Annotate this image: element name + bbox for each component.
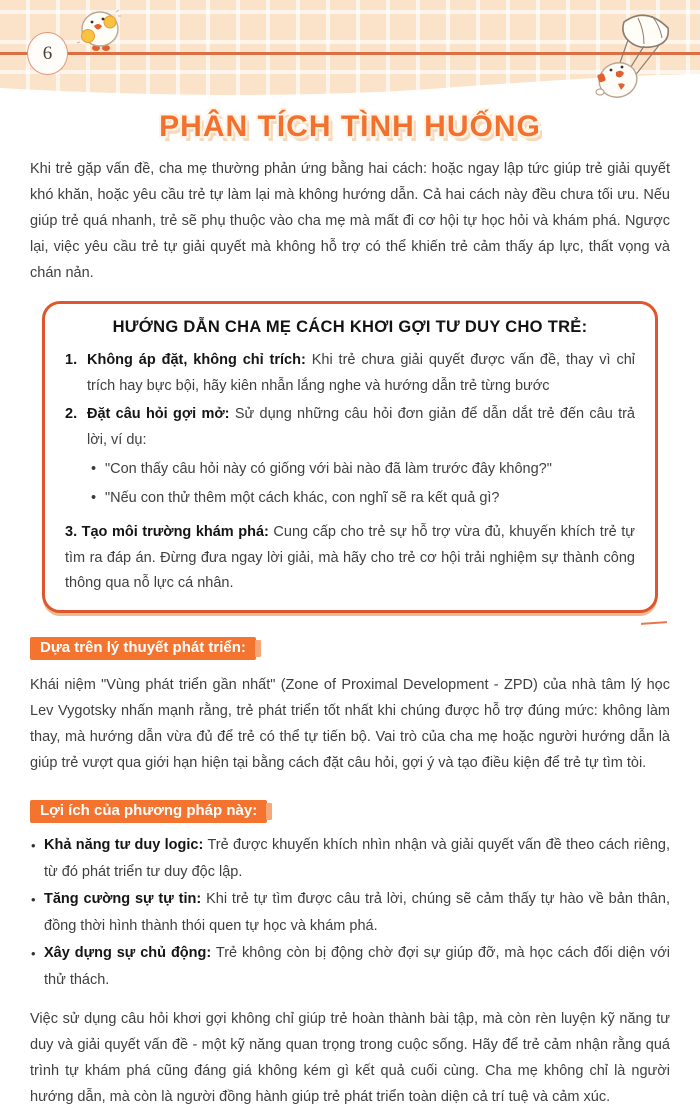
- benefit-item-2-lead: Tăng cường sự tự tin:: [44, 890, 202, 907]
- guide-sub-bullet-1: • "Con thấy câu hỏi này có giống với bài nào đã làm trước đây không?": [65, 456, 635, 482]
- guide-item-2-number: 2.: [65, 406, 78, 422]
- theory-paragraph: Khái niệm "Vùng phát triển gần nhất" (Zone of Proximal Development - ZPD) của nhà tâm lý học Lev Vygotsky nhấn mạnh rằng, trẻ phát triển tốt nhất khi chúng được hỗ trợ đúng mức: không làm thay, mà hướng dẫn vừa đủ để trẻ có thể tự tiến bộ. Vai trò của cha mẹ hoặc người hướng dẫn là giúp trẻ vượt qua giới hạn hiện tại bằng cách đặt câu hỏi, gợi ý và tạo điều kiện để trẻ tự tìm tòi.: [30, 676, 670, 771]
- page-content: [0, 156, 700, 1110]
- guide-item-1-lead: Không áp đặt, không chỉ trích:: [87, 352, 306, 368]
- guide-box: [42, 301, 658, 613]
- benefit-item-3-text: Trẻ không còn bị động chờ đợi sự giúp đỡ, mà học cách đối diện với thử thách.: [44, 944, 670, 988]
- benefit-list: [30, 832, 670, 994]
- benefits-badge: Lợi ích của phương pháp này:: [30, 800, 267, 823]
- chick-cheering-icon: [70, 6, 122, 56]
- page-title: PHÂN TÍCH TÌNH HUỐNG: [159, 110, 541, 143]
- page-header: [0, 0, 700, 100]
- guide-item-3-lead: 3. Tạo môi trường khám phá:: [65, 524, 269, 540]
- corner-dash-decoration: [641, 621, 667, 625]
- guide-box-heading: HƯỚNG DẪN CHA MẸ CÁCH KHƠI GỢI TƯ DUY CHO TRẺ:: [112, 318, 588, 336]
- guide-item-2-text: Sử dụng những câu hỏi đơn giản để dẫn dắt trẻ đến câu trả lời, ví dụ:: [87, 406, 635, 448]
- chick-parachute-icon: [586, 12, 684, 108]
- guide-sub-bullet-2: • "Nếu con thử thêm một cách khác, con nghĩ sẽ ra kết quả gì?: [65, 485, 635, 511]
- guide-item-1-number: 1.: [65, 352, 78, 368]
- guide-item-2: [65, 402, 635, 453]
- benefit-item-2: [30, 886, 670, 940]
- benefit-item-1-lead: Khả năng tư duy logic:: [44, 836, 204, 853]
- benefit-item-3: [30, 940, 670, 994]
- guide-item-2-lead: Đặt câu hỏi gợi mở:: [87, 406, 230, 422]
- guide-item-3: [65, 520, 635, 597]
- intro-paragraph: Khi trẻ gặp vấn đề, cha mẹ thường phản ứng bằng hai cách: hoặc ngay lập tức giúp trẻ giải quyết khó khăn, hoặc yêu cầu trẻ tự làm lại mà không hướng dẫn. Cả hai cách này đều chưa tối ưu. Nếu giúp trẻ quá nhanh, trẻ sẽ phụ thuộc vào cha mẹ mà mất đi cơ hội tự học hỏi và khám phá. Ngược lại, việc yêu cầu trẻ tự giải quyết mà không hỗ trợ có thể khiến trẻ cảm thấy áp lực, thất vọng và chán nản.: [30, 161, 670, 281]
- theory-badge: Dựa trên lý thuyết phát triển:: [30, 637, 256, 660]
- benefit-item-2-text: Khi trẻ tự tìm được câu trả lời, chúng sẽ cảm thấy tự hào về bản thân, đồng thời hình thành thói quen tự học và khám phá.: [44, 890, 671, 934]
- benefit-item-1-text: Trẻ được khuyến khích nhìn nhận và giải quyết vấn đề theo cách riêng, từ đó phát triển tư duy độc lập.: [44, 836, 670, 880]
- page-number-badge: [27, 32, 68, 75]
- benefit-item-3-lead: Xây dựng sự chủ động:: [44, 944, 212, 961]
- guide-item-1: [65, 348, 635, 399]
- guide-item-1-text: Khi trẻ chưa giải quyết được vấn đề, thay vì chỉ trích hay bực bội, hãy kiên nhẫn lắng nghe và hướng dẫn trẻ từng bước: [87, 352, 636, 394]
- benefit-item-1: [30, 832, 670, 886]
- guide-item-3-text: Cung cấp cho trẻ sự hỗ trợ vừa đủ, khuyến khích trẻ tự tìm ra đáp án. Đừng đưa ngay lời giải, mà hãy cho trẻ cơ hội trải nghiệm sự thành công thông qua nỗ lực cá nhân.: [65, 524, 635, 591]
- page-number: 6: [42, 42, 53, 64]
- closing-paragraph: Việc sử dụng câu hỏi khơi gợi không chỉ giúp trẻ hoàn thành bài tập, mà còn rèn luyện kỹ năng tư duy và giải quyết vấn đề - một kỹ năng quan trọng trong cuộc sống. Hãy để trẻ cảm nhận rằng quá trình tự khám phá cũng đáng giá không kém gì kết quả cuối cùng. Cha mẹ không chỉ là người hướng dẫn, mà còn là người đồng hành giúp trẻ phát triển toàn diện cả trí tuệ và cảm xúc.: [30, 1010, 670, 1105]
